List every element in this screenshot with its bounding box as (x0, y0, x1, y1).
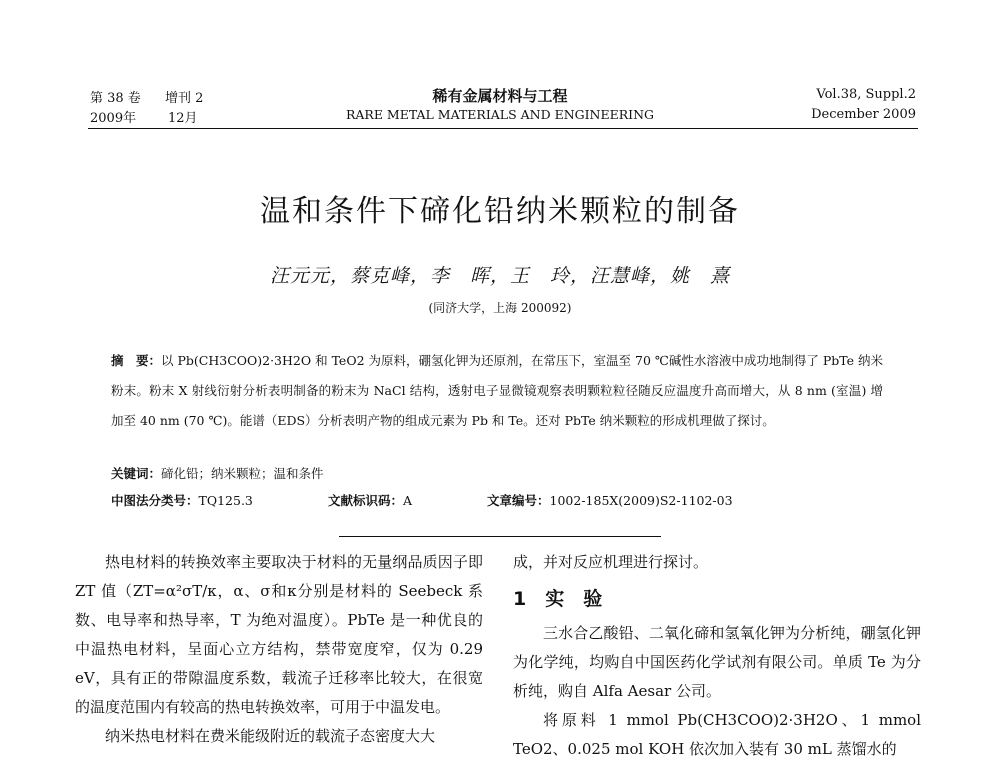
abstract-divider (339, 536, 661, 537)
header-divider (88, 128, 918, 129)
article-number (487, 491, 733, 509)
body-paragraph: 三水合乙酸铅、二氧化碲和氢氧化钾为分析纯，硼氢化钾为化学纯，均购自中国医药化学试剂有限公司。单质 Te 为分析纯，购自 Alfa Aesar 公司。 (513, 624, 921, 700)
body-right-column (513, 548, 921, 764)
abstract (111, 346, 883, 436)
doc-code (328, 491, 412, 509)
classification (111, 491, 253, 509)
abstract-label: 摘 要： (111, 353, 162, 368)
section-heading: 1 实 验 (513, 588, 603, 610)
body-paragraph: 将原料 1 mmol Pb(CH3COO)2·3H2O、1 mmol TeO2、0.025 mol KOH 依次加入装有 30 mL 蒸馏水的 (513, 711, 921, 758)
classification-label: 中图法分类号： (111, 493, 199, 508)
volume-en: Vol.38, Suppl.2 (816, 87, 916, 102)
body-paragraph: 纳米热电材料在费米能级附近的载流子态密度大大 (105, 727, 436, 745)
body-paragraph: 热电材料的转换效率主要取决于材料的无量纲品质因子即 ZT 值（ZT=α²σT/κ，α、σ和κ分别是材料的 Seebeck 系数、电导率和热导率，T 为绝对温度）。PbTe 是一种优良的中温热电材料，呈面心立方结构，禁带宽度窄，仅为 0.29 eV，具有正的带隙温度系数，载流子迁移率比较大，在很宽的温度范围内有较高的热电转换效率，可用于中温发电。 (75, 553, 483, 716)
doc-code-value: A (403, 493, 413, 508)
month-label: 12月 (168, 111, 198, 126)
supplement-label: 增刊 2 (165, 91, 204, 106)
affiliation: (同济大学，上海 200092) (428, 301, 572, 315)
body-left-column (75, 548, 483, 751)
body-paragraph: 成，并对反应机理进行探讨。 (513, 553, 709, 571)
article-number-value: 1002-185X(2009)S2-1102-03 (549, 493, 733, 508)
volume-label: 第 38 卷 (90, 91, 141, 106)
keywords-text: 碲化铅；纳米颗粒；温和条件 (161, 466, 324, 481)
classification-value: TQ125.3 (198, 493, 253, 508)
date-en: December 2009 (811, 107, 916, 122)
abstract-text: 以 Pb(CH3COO)2·3H2O 和 TeO2 为原料，硼氢化钾为还原剂，在常压下，室温至 70 ℃碱性水溶液中成功地制得了 PbTe 纳米粉末。粉末 X 射线衍射分析表明制备的粉末为 NaCl 结构，透射电子显微镜观察表明颗粒粒径随反应温度升高而增大，从 8 nm (室温) 增加至 40 nm (70 ℃)。能谱（EDS）分析表明产物的组成元素为 Pb 和 Te。还对 PbTe 纳米颗粒的形成机理做了探讨。 (111, 353, 883, 428)
keywords (111, 464, 324, 482)
paper-title: 温和条件下碲化铅纳米颗粒的制备 (260, 194, 740, 229)
journal-name-en: RARE METAL MATERIALS AND ENGINEERING (345, 107, 655, 122)
authors: 汪元元，蔡克峰，李 晖，王 玲，汪慧峰，姚 熹 (269, 265, 730, 287)
keywords-label: 关键词： (111, 466, 162, 481)
year-label: 2009年 (90, 111, 137, 126)
article-number-label: 文章编号： (487, 493, 550, 508)
doc-code-label: 文献标识码： (328, 493, 404, 508)
journal-name-cn: 稀有金属材料与工程 (432, 87, 568, 105)
